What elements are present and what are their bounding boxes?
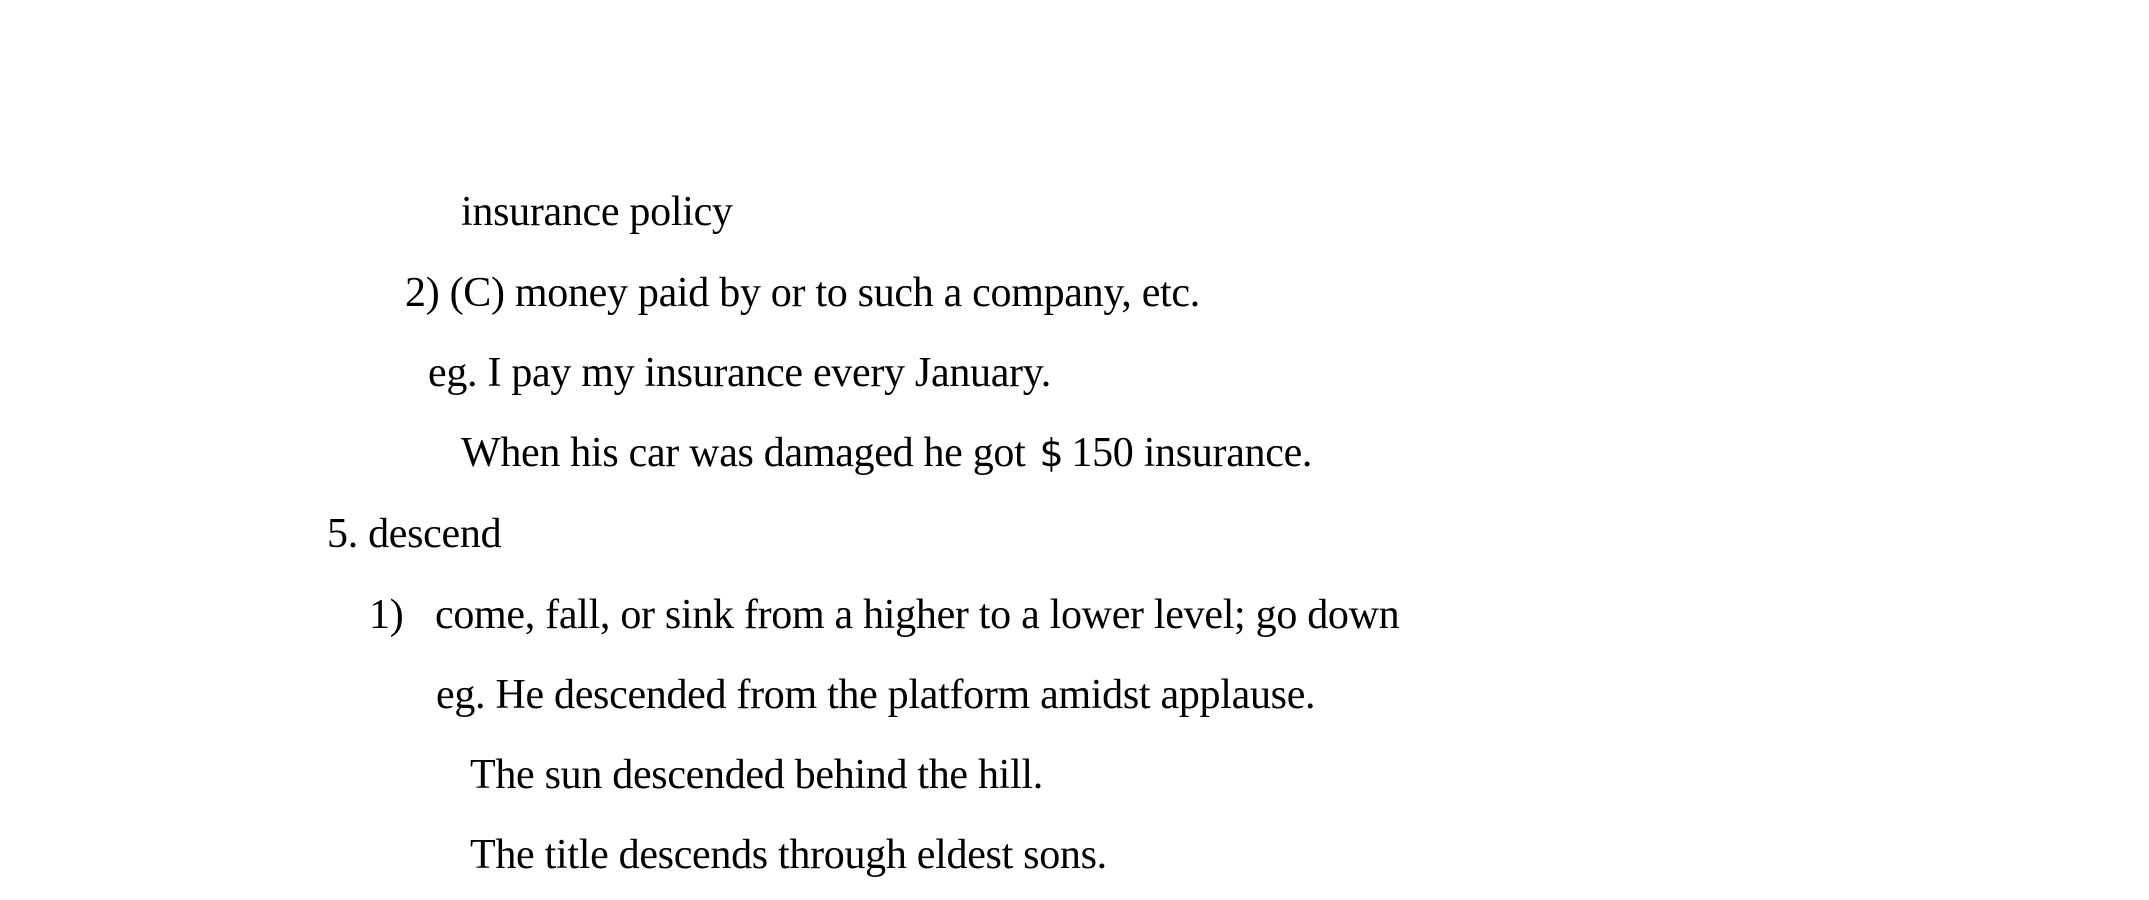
example-sentence: The title descends through eldest sons.: [470, 832, 1107, 878]
definition-item: 2) (C) money paid by or to such a company, etc.: [405, 270, 1200, 316]
definition-continuation: insurance policy: [461, 189, 733, 235]
example-text-before: When his car was damaged he got: [461, 430, 1026, 476]
entry-heading: 5. descend: [327, 511, 502, 557]
example-sentence: The sun descended behind the hill.: [470, 752, 1043, 798]
example-sentence: [461, 432, 1312, 474]
definition-text: come, fall, or sink from a higher to a lower level; go down: [435, 592, 1400, 638]
example-sentence: eg. He descended from the platform amidst applause.: [436, 672, 1316, 718]
dollar-symbol: $: [1039, 431, 1064, 475]
example-sentence: eg. I pay my insurance every January.: [428, 350, 1051, 396]
definition-number: 1): [369, 592, 404, 638]
definition-item: [369, 594, 1399, 636]
example-text-after: 150 insurance.: [1071, 430, 1313, 476]
